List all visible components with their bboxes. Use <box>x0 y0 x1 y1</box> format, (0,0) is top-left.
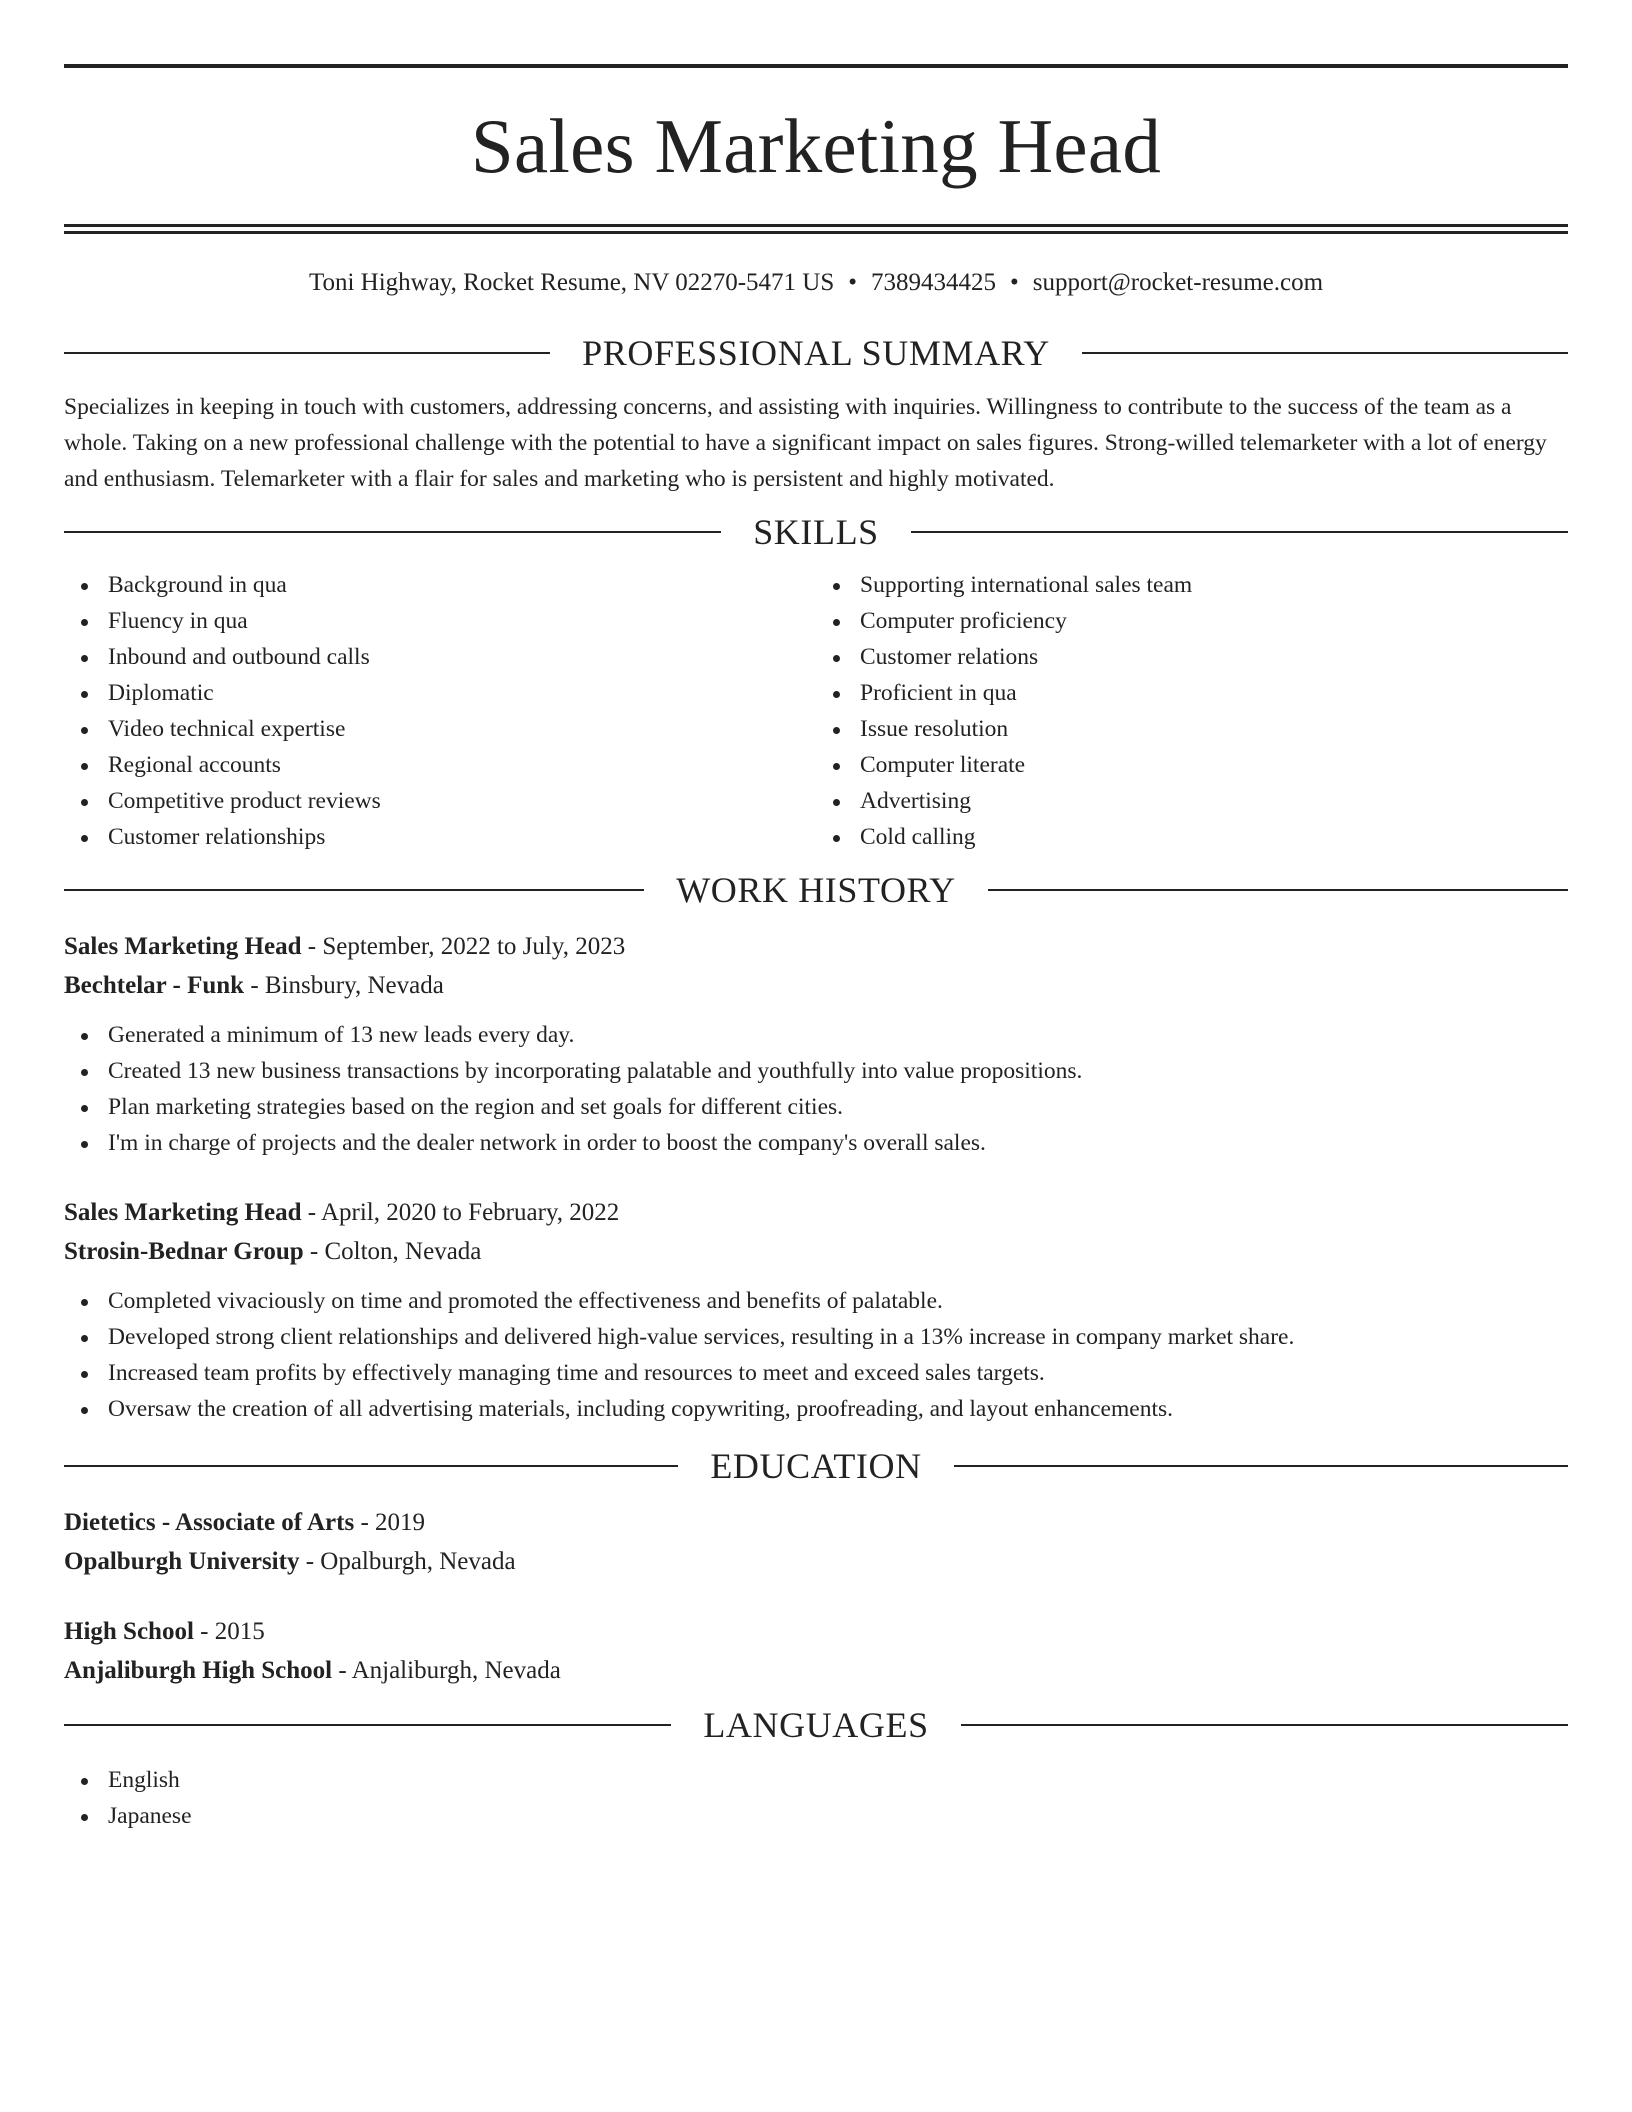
heading-label: EDUCATION <box>710 1446 922 1486</box>
section-heading-education <box>64 1445 1568 1487</box>
contact-phone: 7389434425 <box>871 269 996 296</box>
skill-item: Computer proficiency <box>860 603 1568 639</box>
skill-item: Diplomatic <box>108 675 816 711</box>
education-location: - Anjaliburgh, Nevada <box>332 1657 561 1684</box>
education-year: - 2015 <box>193 1618 265 1645</box>
education-school: Anjaliburgh High School <box>64 1657 333 1684</box>
job-bullets <box>64 1283 1568 1427</box>
section-heading-skills <box>64 511 1568 553</box>
skill-item: Cold calling <box>860 819 1568 855</box>
language-item: Japanese <box>108 1798 1568 1834</box>
job-location: - Colton, Nevada <box>303 1238 482 1265</box>
job-dates: - September, 2022 to July, 2023 <box>301 933 626 960</box>
job-bullet: Increased team profits by effectively managing time and resources to meet and exceed sales targets. <box>108 1355 1568 1391</box>
education-location: - Opalburgh, Nevada <box>299 1548 516 1575</box>
skills-list-right <box>816 567 1568 855</box>
title-double-rule <box>64 224 1568 234</box>
job-bullets <box>64 1017 1568 1161</box>
job-company: Strosin-Bednar Group <box>64 1238 304 1265</box>
contact-line <box>64 268 1568 298</box>
job-title: Sales Marketing Head <box>64 933 302 960</box>
education-degree: Dietetics - Associate of Arts <box>64 1509 355 1536</box>
skill-item: Issue resolution <box>860 711 1568 747</box>
job-bullet: I'm in charge of projects and the dealer network in order to boost the company's overall sales. <box>108 1125 1568 1161</box>
languages-list <box>64 1762 1568 1834</box>
education-entry <box>64 1612 1568 1690</box>
job-title: Sales Marketing Head <box>64 1199 302 1226</box>
job-company: Bechtelar - Funk <box>64 972 245 999</box>
section-heading-work <box>64 869 1568 911</box>
education-school: Opalburgh University <box>64 1548 300 1575</box>
heading-rule <box>1082 352 1568 354</box>
skill-item: Proficient in qua <box>860 675 1568 711</box>
skills-columns <box>64 567 1568 855</box>
skill-item: Customer relations <box>860 639 1568 675</box>
job-entry <box>64 1193 1568 1427</box>
job-company-line <box>64 966 1568 1005</box>
skill-item: Inbound and outbound calls <box>108 639 816 675</box>
skill-item: Computer literate <box>860 747 1568 783</box>
skill-item: Fluency in qua <box>108 603 816 639</box>
skill-item: Video technical expertise <box>108 711 816 747</box>
summary-text: Specializes in keeping in touch with customers, addressing concerns, and assisting with inquiries. Willingness to contribute to the success of the team as a whole. Taking on a new professional challenge with the potential to have a significant impact on sales figures. Strong-willed telemarketer with a lot of energy and enthusiasm. Telemarketer with a flair for sales and marketing who is persistent and highly motivated. <box>64 394 1547 492</box>
job-title-line <box>64 1193 1568 1232</box>
job-entry <box>64 927 1568 1161</box>
skills-list-left <box>64 567 816 855</box>
education-degree-line <box>64 1612 1568 1651</box>
job-bullet: Completed vivaciously on time and promoted the effectiveness and benefits of palatable. <box>108 1283 1568 1319</box>
education-degree-line <box>64 1503 1568 1542</box>
job-bullet: Oversaw the creation of all advertising materials, including copywriting, proofreading, and layout enhancements. <box>108 1391 1568 1427</box>
contact-address: Toni Highway, Rocket Resume, NV 02270-5471 US <box>308 269 835 296</box>
job-title-line <box>64 927 1568 966</box>
job-bullet: Plan marketing strategies based on the region and set goals for different cities. <box>108 1089 1568 1125</box>
education-school-line <box>64 1651 1568 1690</box>
job-dates: - April, 2020 to February, 2022 <box>301 1199 620 1226</box>
heading-rule <box>988 889 1568 891</box>
heading-rule <box>961 1724 1568 1726</box>
section-heading-summary <box>64 332 1568 374</box>
skill-item: Background in qua <box>108 567 816 603</box>
heading-rule <box>64 352 550 354</box>
skill-item: Competitive product reviews <box>108 783 816 819</box>
education-year: - 2019 <box>354 1509 426 1536</box>
education-school-line <box>64 1542 1568 1581</box>
heading-label: WORK HISTORY <box>676 870 956 910</box>
education-degree: High School <box>64 1618 194 1645</box>
education-entry <box>64 1503 1568 1581</box>
top-rule <box>64 64 1568 68</box>
skill-item: Supporting international sales team <box>860 567 1568 603</box>
job-bullet: Generated a minimum of 13 new leads every day. <box>108 1017 1568 1053</box>
heading-label: PROFESSIONAL SUMMARY <box>582 333 1050 373</box>
heading-rule <box>954 1465 1568 1467</box>
heading-rule <box>911 531 1568 533</box>
section-heading-languages <box>64 1704 1568 1746</box>
heading-rule <box>64 1465 678 1467</box>
heading-rule <box>64 1724 671 1726</box>
heading-rule <box>64 889 644 891</box>
contact-separator: • <box>1010 269 1019 296</box>
language-item: English <box>108 1762 1568 1798</box>
job-company-line <box>64 1232 1568 1271</box>
page-title: Sales Marketing Head <box>470 103 1162 189</box>
skill-item: Regional accounts <box>108 747 816 783</box>
job-bullet: Created 13 new business transactions by incorporating palatable and youthfully into value propositions. <box>108 1053 1568 1089</box>
job-location: - Binsbury, Nevada <box>244 972 444 999</box>
contact-separator: • <box>848 269 857 296</box>
heading-label: SKILLS <box>753 512 879 552</box>
contact-email: support@rocket-resume.com <box>1032 269 1324 296</box>
skill-item: Customer relationships <box>108 819 816 855</box>
skill-item: Advertising <box>860 783 1568 819</box>
heading-label: LANGUAGES <box>703 1705 929 1745</box>
job-bullet: Developed strong client relationships and delivered high-value services, resulting in a 13% increase in company market share. <box>108 1319 1568 1355</box>
heading-rule <box>64 531 721 533</box>
